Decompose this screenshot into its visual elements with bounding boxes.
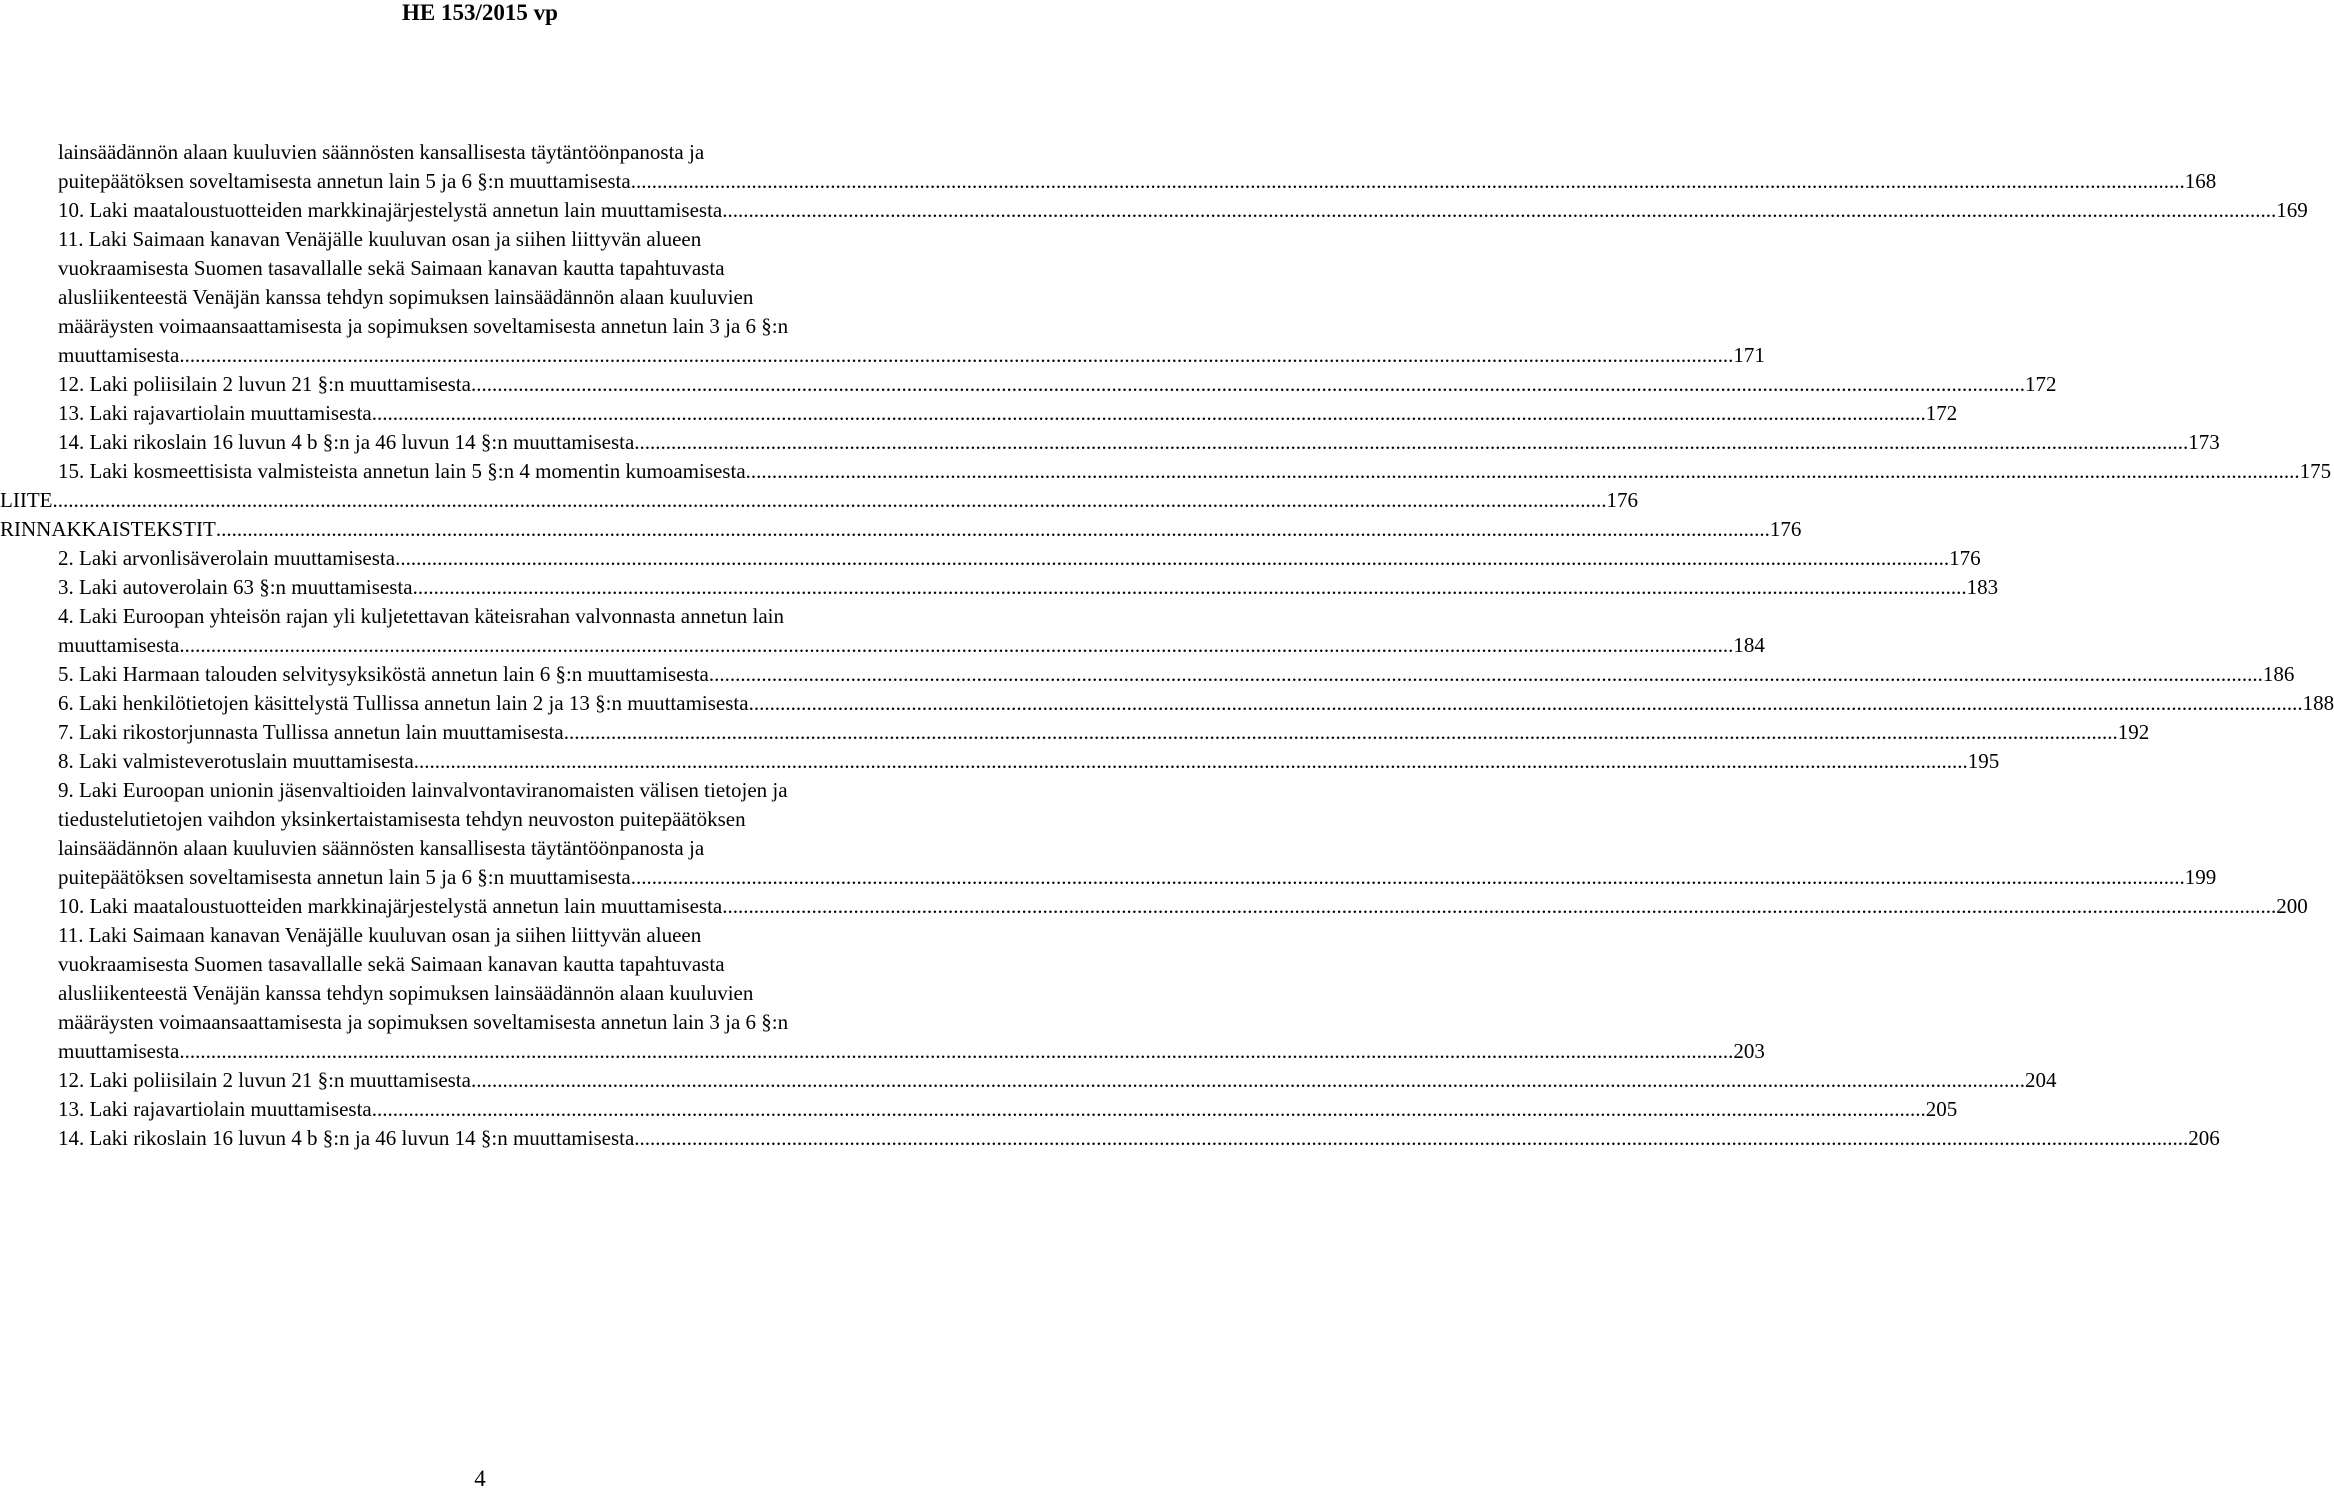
toc-page-number: 186 xyxy=(2262,662,2295,686)
toc-entry-last-line xyxy=(58,428,2220,457)
toc-page-number: 200 xyxy=(2276,894,2308,918)
toc-entry-last-line xyxy=(58,399,1958,428)
toc-entry-text: lainsäädännön alaan kuuluvien säännösten kansallisesta täytäntöönpanosta ja xyxy=(58,836,705,860)
toc-entry-text: 4. Laki Euroopan yhteisön rajan yli kuljetettavan käteisrahan valvonnasta annetun lain xyxy=(58,604,785,628)
toc-entry[interactable] xyxy=(0,515,1802,544)
toc-page-number: 172 xyxy=(1925,401,1958,425)
toc-entry-last-line xyxy=(58,573,1999,602)
toc-entry-last-line xyxy=(58,689,2334,718)
toc-entry[interactable] xyxy=(58,1124,2220,1153)
toc-dot-leader: ........................................................................................................................................................................................................................................................................................................ xyxy=(722,198,2277,222)
toc-dot-leader: ........................................................................................................................................................................................................................................................................................................ xyxy=(371,401,1926,425)
toc-entry[interactable] xyxy=(58,602,1765,660)
toc-page-number: 205 xyxy=(1925,1097,1958,1121)
toc-dot-leader: ........................................................................................................................................................................................................................................................................................................ xyxy=(745,459,2300,483)
toc-entry-text: 5. Laki Harmaan talouden selvitysyksiköstä annetun lain 6 §:n muuttamisesta xyxy=(58,662,709,686)
toc-dot-leader: ........................................................................................................................................................................................................................................................................................................ xyxy=(179,1039,1734,1063)
toc-entry[interactable] xyxy=(58,660,2295,689)
toc-page-number: 176 xyxy=(1606,488,1638,512)
toc-page-number: 192 xyxy=(2117,720,2150,744)
toc-entry[interactable] xyxy=(58,428,2220,457)
toc-dot-leader: ........................................................................................................................................................................................................................................................................................................ xyxy=(634,1126,2189,1150)
page-number: 4 xyxy=(474,1466,486,1491)
toc-entry[interactable] xyxy=(0,486,1638,515)
toc-entry-last-line xyxy=(58,1095,1958,1124)
toc-dot-leader: ........................................................................................................................................................................................................................................................................................................ xyxy=(413,749,1968,773)
toc-dot-leader: ........................................................................................................................................................................................................................................................................................................ xyxy=(395,546,1950,570)
toc-entry-last-line xyxy=(58,341,1765,370)
toc-entry-last-line xyxy=(58,457,2332,486)
toc-page-number: 176 xyxy=(1949,546,1981,570)
toc-entry-text: lainsäädännön alaan kuuluvien säännösten kansallisesta täytäntöönpanosta ja xyxy=(58,140,705,164)
toc-entry-text: 8. Laki valmisteverotuslain muuttamisesta xyxy=(58,749,414,773)
toc-entry-last-line xyxy=(58,863,2217,892)
toc-entry[interactable] xyxy=(58,370,2057,399)
toc-dot-leader: ........................................................................................................................................................................................................................................................................................................ xyxy=(412,575,1967,599)
toc-entry-text: LIITE xyxy=(0,488,53,512)
toc-entry-text: 11. Laki Saimaan kanavan Venäjälle kuuluvan osan ja siihen liittyvän alueen xyxy=(58,923,702,947)
toc-entry-text: 10. Laki maataloustuotteiden markkinajärjestelystä annetun lain muuttamisesta xyxy=(58,198,723,222)
toc-entry-text: 3. Laki autoverolain 63 §:n muuttamisesta xyxy=(58,575,413,599)
toc-dot-leader: ........................................................................................................................................................................................................................................................................................................ xyxy=(634,430,2189,454)
toc-entry-last-line xyxy=(0,515,1802,544)
toc-page-number: 184 xyxy=(1733,633,1765,657)
toc-dot-leader: ........................................................................................................................................................................................................................................................................................................ xyxy=(179,633,1734,657)
toc-dot-leader: ........................................................................................................................................................................................................................................................................................................ xyxy=(179,343,1734,367)
toc-dot-leader: ........................................................................................................................................................................................................................................................................................................ xyxy=(708,662,2263,686)
toc-page-number: 203 xyxy=(1733,1039,1765,1063)
toc-page-number: 172 xyxy=(2024,372,2057,396)
toc-page-number: 171 xyxy=(1733,343,1765,367)
toc-entry-text: alusliikenteestä Venäjän kanssa tehdyn sopimuksen lainsäädännön alaan kuuluvien xyxy=(58,981,754,1005)
toc-entry-text: 13. Laki rajavartiolain muuttamisesta xyxy=(58,401,372,425)
toc-dot-leader: ........................................................................................................................................................................................................................................................................................................ xyxy=(630,865,2185,889)
toc-entry-text: muuttamisesta xyxy=(58,633,180,657)
toc-entry-text: 14. Laki rikoslain 16 luvun 4 b §:n ja 46 luvun 14 §:n muuttamisesta xyxy=(58,430,635,454)
toc-dot-leader: ........................................................................................................................................................................................................................................................................................................ xyxy=(52,488,1607,512)
toc-entry[interactable] xyxy=(58,544,1981,573)
toc-dot-leader: ........................................................................................................................................................................................................................................................................................................ xyxy=(722,894,2277,918)
toc-entry-text: 7. Laki rikostorjunnasta Tullissa annetun lain muuttamisesta xyxy=(58,720,564,744)
toc-entry[interactable] xyxy=(58,747,2000,776)
toc-entry-text: muuttamisesta xyxy=(58,1039,180,1063)
toc-entry[interactable] xyxy=(58,457,2332,486)
toc-entry-text: puitepäätöksen soveltamisesta annetun lain 5 ja 6 §:n muuttamisesta xyxy=(58,169,631,193)
toc-dot-leader: ........................................................................................................................................................................................................................................................................................................ xyxy=(748,691,2303,715)
toc-page-number: 168 xyxy=(2184,169,2217,193)
toc-dot-leader: ........................................................................................................................................................................................................................................................................................................ xyxy=(470,1068,2025,1092)
toc-entry-text: puitepäätöksen soveltamisesta annetun lain 5 ja 6 §:n muuttamisesta xyxy=(58,865,631,889)
toc-entry-last-line xyxy=(58,544,1981,573)
toc-entry-text: vuokraamisesta Suomen tasavallalle sekä Saimaan kanavan kautta tapahtuvasta xyxy=(58,256,725,280)
toc-entry-last-line xyxy=(58,196,2308,225)
toc-entry-last-line xyxy=(58,1124,2220,1153)
toc-page-number: 169 xyxy=(2276,198,2308,222)
toc-entry[interactable] xyxy=(58,196,2308,225)
toc-dot-leader: ........................................................................................................................................................................................................................................................................................................ xyxy=(215,517,1770,541)
toc-entry-text: RINNAKKAISTEKSTIT xyxy=(0,517,216,541)
toc-entry-text: määräysten voimaansaattamisesta ja sopimuksen soveltamisesta annetun lain 3 ja 6 §:n xyxy=(58,314,789,338)
toc-page-number: 199 xyxy=(2184,865,2217,889)
toc-page-number: 188 xyxy=(2302,691,2334,715)
toc-entry[interactable] xyxy=(58,689,2334,718)
toc-entry-text: 14. Laki rikoslain 16 luvun 4 b §:n ja 46 luvun 14 §:n muuttamisesta xyxy=(58,1126,635,1150)
toc-dot-leader: ........................................................................................................................................................................................................................................................................................................ xyxy=(563,720,2118,744)
toc-entry-last-line xyxy=(58,747,2000,776)
toc-entry-text: 9. Laki Euroopan unionin jäsenvaltioiden lainvalvontaviranomaisten välisen tietojen ja xyxy=(58,778,788,802)
toc-entry[interactable] xyxy=(58,921,1765,1066)
toc-entry-text: alusliikenteestä Venäjän kanssa tehdyn sopimuksen lainsäädännön alaan kuuluvien xyxy=(58,285,754,309)
toc-entry-last-line xyxy=(58,892,2308,921)
toc-page-number: 204 xyxy=(2024,1068,2057,1092)
page-header: HE 153/2015 vp xyxy=(402,0,558,25)
toc-entry-text: 13. Laki rajavartiolain muuttamisesta xyxy=(58,1097,372,1121)
toc-entry[interactable] xyxy=(58,776,2217,892)
toc-entry-last-line xyxy=(58,167,2217,196)
toc-entry[interactable] xyxy=(58,1095,1958,1124)
toc-entry-text: 6. Laki henkilötietojen käsittelystä Tullissa annetun lain 2 ja 13 §:n muuttamisesta xyxy=(58,691,749,715)
toc-entry-text: 10. Laki maataloustuotteiden markkinajärjestelystä annetun lain muuttamisesta xyxy=(58,894,723,918)
toc-entry-last-line xyxy=(58,370,2057,399)
toc-dot-leader: ........................................................................................................................................................................................................................................................................................................ xyxy=(470,372,2025,396)
toc-page-number: 183 xyxy=(1966,575,1999,599)
toc-entry-text: 12. Laki poliisilain 2 luvun 21 §:n muuttamisesta xyxy=(58,372,471,396)
toc-page-number: 176 xyxy=(1769,517,1802,541)
toc-entry-text: muuttamisesta xyxy=(58,343,180,367)
toc-dot-leader: ........................................................................................................................................................................................................................................................................................................ xyxy=(630,169,2185,193)
toc-entry-last-line xyxy=(0,486,1638,515)
toc-entry[interactable] xyxy=(58,718,2150,747)
toc-entry-last-line xyxy=(58,660,2295,689)
toc-page-number: 195 xyxy=(1967,749,2000,773)
toc-entry-last-line xyxy=(58,718,2150,747)
toc-entry-last-line xyxy=(58,631,1765,660)
toc-entry-last-line xyxy=(58,1066,2057,1095)
toc-entry[interactable] xyxy=(58,225,1765,370)
toc-entry[interactable] xyxy=(58,573,1999,602)
toc-entry-text: 12. Laki poliisilain 2 luvun 21 §:n muuttamisesta xyxy=(58,1068,471,1092)
toc-entry[interactable] xyxy=(58,399,1958,428)
toc-entry[interactable] xyxy=(58,138,2217,196)
toc-page-number: 175 xyxy=(2299,459,2332,483)
toc-entry-last-line xyxy=(58,1037,1765,1066)
toc-entry-text: määräysten voimaansaattamisesta ja sopimuksen soveltamisesta annetun lain 3 ja 6 §:n xyxy=(58,1010,789,1034)
toc-entry-text: vuokraamisesta Suomen tasavallalle sekä Saimaan kanavan kautta tapahtuvasta xyxy=(58,952,725,976)
toc-page-number: 206 xyxy=(2188,1126,2220,1150)
toc-entry-text: 15. Laki kosmeettisista valmisteista annetun lain 5 §:n 4 momentin kumoamisesta xyxy=(58,459,746,483)
toc-dot-leader: ........................................................................................................................................................................................................................................................................................................ xyxy=(371,1097,1926,1121)
toc-entry-text: tiedustelutietojen vaihdon yksinkertaistamisesta tehdyn neuvoston puitepäätöksen xyxy=(58,807,746,831)
toc-entry[interactable] xyxy=(58,892,2308,921)
toc-entry-text: 11. Laki Saimaan kanavan Venäjälle kuuluvan osan ja siihen liittyvän alueen xyxy=(58,227,702,251)
toc-entry[interactable] xyxy=(58,1066,2057,1095)
toc-page-number: 173 xyxy=(2188,430,2220,454)
toc-entry-text: 2. Laki arvonlisäverolain muuttamisesta xyxy=(58,546,396,570)
table-of-contents xyxy=(0,138,2334,1153)
